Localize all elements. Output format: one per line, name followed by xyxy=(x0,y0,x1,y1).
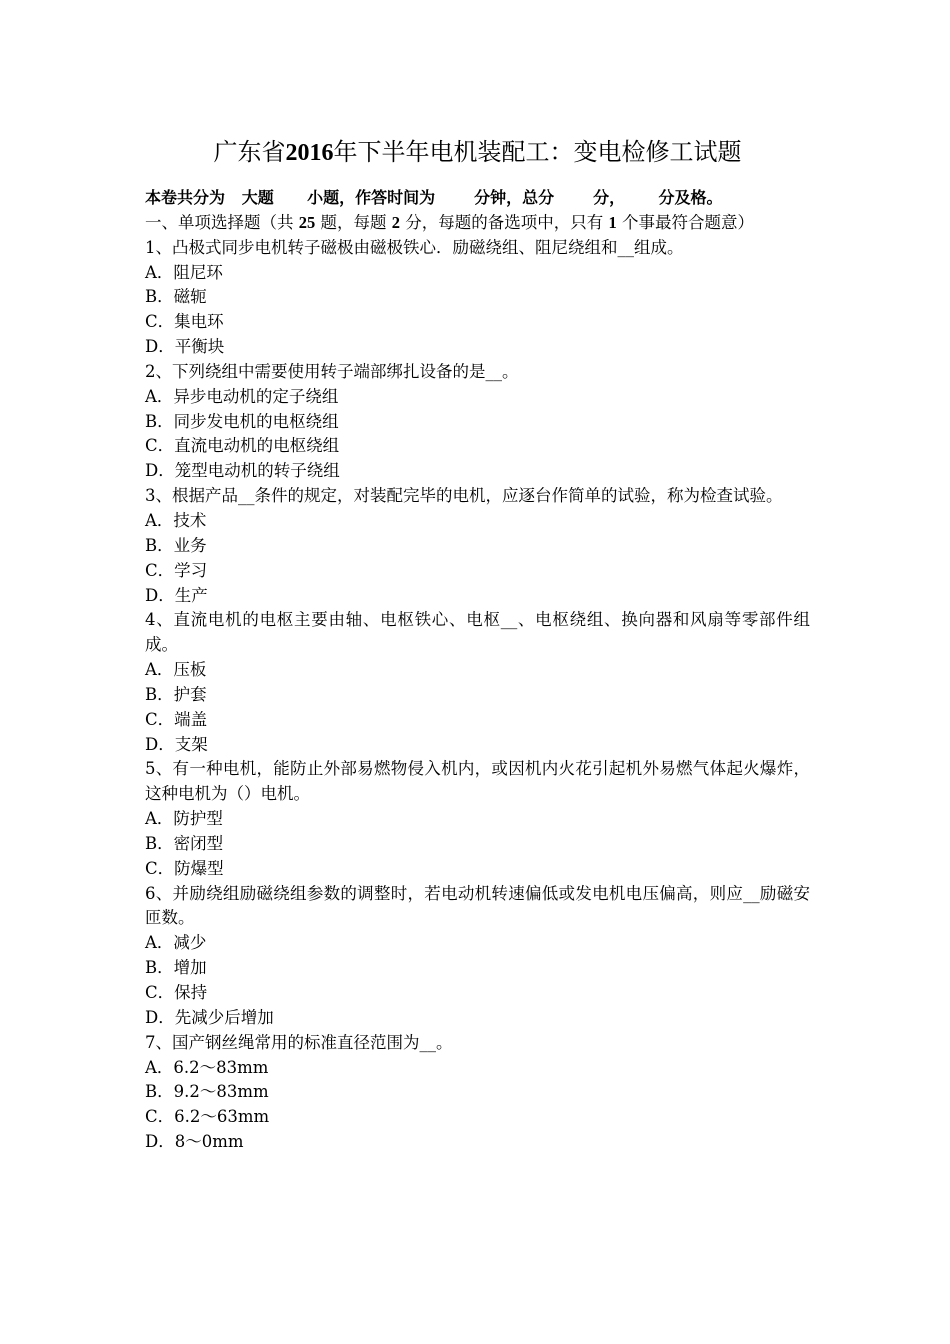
section-suffix: 个事最符合题意） xyxy=(616,212,754,232)
section-prefix: 一、单项选择题（共 xyxy=(145,212,299,232)
answer-option: A．6.2～83mm xyxy=(145,1057,269,1077)
answer-option: C．6.2～63mm xyxy=(145,1107,270,1127)
answer-option: D．平衡块 xyxy=(145,337,225,357)
answer-option: C．学习 xyxy=(145,560,208,580)
page-title xyxy=(145,136,810,169)
answer-option: A．防护型 xyxy=(145,809,223,829)
answer-option: D．生产 xyxy=(145,585,208,605)
answer-option: B．增加 xyxy=(145,958,207,978)
question-stem: 5、有一种电机，能防止外部易燃物侵入机内，或因机内火花引起机外易燃气体起火爆炸，这种电机为（）电机。 xyxy=(145,759,810,804)
answer-option: A．异步电动机的定子绕组 xyxy=(145,386,339,406)
answer-option: C．直流电动机的电枢绕组 xyxy=(145,436,340,456)
answer-option: C．防爆型 xyxy=(145,858,224,878)
section-mid2: 分，每题的备选项中，只有 xyxy=(400,212,609,232)
question-stem: 7、国产钢丝绳常用的标准直径范围为__。 xyxy=(145,1032,453,1052)
answer-option: D．先减少后增加 xyxy=(145,1007,274,1027)
title-part-1: 广东省 xyxy=(213,138,286,166)
section-points: 2 xyxy=(391,212,400,232)
answer-option: B．磁轭 xyxy=(145,287,207,307)
answer-option: C．保持 xyxy=(145,983,208,1002)
section-one: 1 xyxy=(608,212,617,232)
section-count: 25 xyxy=(298,212,316,232)
answer-option: A．技术 xyxy=(145,510,207,530)
question-stem: 3、根据产品__条件的规定，对装配完毕的电机，应逐台作简单的试验，称为检查试验。 xyxy=(145,486,783,506)
title-year: 2016 xyxy=(285,140,334,166)
answer-option: A．阻尼环 xyxy=(145,262,223,282)
answer-option: C．集电环 xyxy=(145,312,224,332)
question-stem: 6、并励绕组励磁绕组参数的调整时，若电动机转速偏低或发电机电压偏高，则应__励磁安匝数。 xyxy=(145,883,810,928)
question-stem: 4、直流电机的电枢主要由轴、电枢铁心、电枢__、电枢绕组、换向器和风扇等零部件组成。 xyxy=(145,610,810,655)
section-heading xyxy=(145,211,810,236)
answer-option: D．8～0mm xyxy=(145,1132,244,1152)
exam-body xyxy=(145,186,810,1155)
question-stem: 1、凸极式同步电机转子磁极由磁极铁心．励磁绕组、阻尼绕组和__组成。 xyxy=(145,237,684,257)
answer-option: B．护套 xyxy=(145,684,207,704)
question-stem: 2、下列绕组中需要使用转子端部绑扎设备的是__。 xyxy=(145,361,519,381)
section-mid1: 题，每题 xyxy=(315,212,392,232)
title-part-2: 年下半年电机装配工：变电检修工试题 xyxy=(333,138,742,166)
answer-option: B．9.2～83mm xyxy=(145,1082,269,1102)
answer-option: D．笼型电动机的转子绕组 xyxy=(145,461,340,481)
answer-option: D．支架 xyxy=(145,734,208,754)
answer-option: C．端盖 xyxy=(145,709,208,729)
answer-option: B．同步发电机的电枢绕组 xyxy=(145,411,339,431)
answer-option: A．减少 xyxy=(145,933,207,953)
answer-option: B．业务 xyxy=(145,535,207,555)
answer-option: A．压板 xyxy=(145,660,207,680)
exam-summary: 本卷共分为 大题 小题，作答时间为 分钟，总分 分， 分及格。 xyxy=(145,188,723,207)
answer-option: B．密闭型 xyxy=(145,833,224,853)
